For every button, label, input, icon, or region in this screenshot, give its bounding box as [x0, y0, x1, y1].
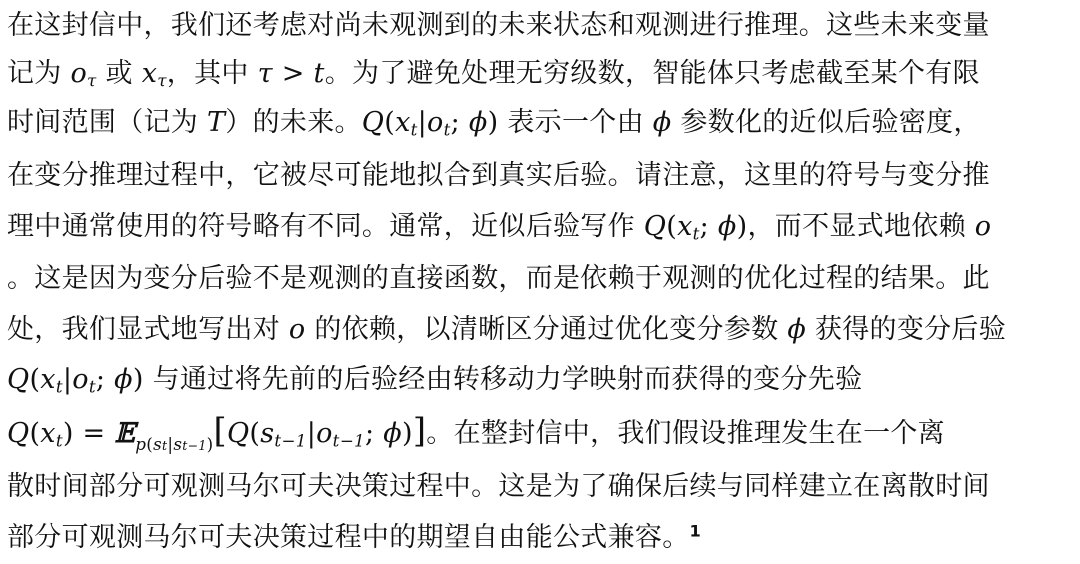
- text-segment: 。这是因为变分后验不是观测的直接函数，而是依赖于观测的优化过程的结果。此: [7, 263, 990, 294]
- text-line-10: [7, 461, 990, 513]
- math-Q-x-given-o-phi: $Q(x_t|o_t$; ϕ): [7, 364, 144, 397]
- math-tau-gt-t: τ > t: [257, 58, 325, 89]
- text-segment: 理中通常使用的符号略有不同。通常，近似后验写作: [7, 211, 644, 242]
- text-segment: 在变分推理过程中，它被尽可能地拟合到真实后验。请注意，这里的符号与变分推: [7, 160, 990, 191]
- text-line-4: [7, 150, 990, 202]
- text-segment: 获得的变分后验: [806, 314, 1007, 345]
- text-segment: ，而不显式地依赖: [747, 211, 975, 242]
- text-segment: 的依赖，以清晰区分通过优化变分参数: [305, 314, 788, 345]
- text-line-5: [7, 201, 991, 253]
- text-line-3: [7, 97, 981, 149]
- text-segment: 或: [96, 58, 142, 89]
- text-segment: 散时间部分可观测马尔可夫决策过程中。这是为了确保后续与同样建立在离散时间: [7, 471, 990, 502]
- text-line-11: [7, 512, 701, 564]
- math-o: o: [974, 211, 992, 242]
- text-line-1: [7, 0, 990, 52]
- text-segment: 。在整封信中，我们假设推理发生在一个离: [426, 418, 945, 449]
- text-segment: 与通过将先前的后验经由转移动力学映射而获得的变分先验: [143, 364, 863, 395]
- math-T: T: [206, 107, 226, 138]
- math-o-tau: $o_\tau$: [70, 58, 97, 91]
- math-phi: ϕ: [787, 314, 807, 345]
- text-line-2: [7, 48, 980, 100]
- text-segment: 记为: [7, 58, 71, 89]
- math-Q-x-given-o-phi: $Q(x_t|o_t$; ϕ): [361, 107, 499, 140]
- text-line-7: [7, 304, 1006, 356]
- math-Q-x-phi: $Q(x_t$; ϕ): [643, 211, 748, 244]
- math-x-tau: $x_\tau$: [141, 58, 167, 91]
- document-paragraph: [7, 0, 1075, 561]
- text-segment: 在这封信中，我们还考虑对尚未观测到的未来状态和观测进行推理。这些未来变量: [7, 10, 990, 41]
- math-prior-expectation: $Q(x_t)$ = $𝔼_{p(st|st-1)}[Q(s_{t-1}|o_{t-1}$; ϕ)]: [7, 411, 427, 454]
- text-segment: 部分可观测马尔可夫决策过程中的期望自由能公式兼容。: [7, 522, 690, 553]
- text-segment: 表示一个由: [498, 107, 653, 138]
- math-o: o: [288, 314, 306, 345]
- text-segment: 参数化的近似后验密度，: [671, 107, 981, 138]
- text-segment: ，其中: [166, 58, 258, 89]
- footnote-marker[interactable]: 1: [689, 521, 702, 541]
- text-line-6: [7, 253, 990, 305]
- text-line-8: [7, 354, 862, 406]
- math-phi: ϕ: [652, 107, 672, 138]
- text-segment: 时间范围（记为: [7, 107, 207, 138]
- text-segment: 。为了避免处理无穷级数，智能体只考虑截至某个有限: [324, 58, 980, 89]
- text-line-9: [7, 408, 945, 460]
- text-segment: 处，我们显式地写出对: [7, 314, 289, 345]
- text-segment: ）的未来。: [225, 107, 362, 138]
